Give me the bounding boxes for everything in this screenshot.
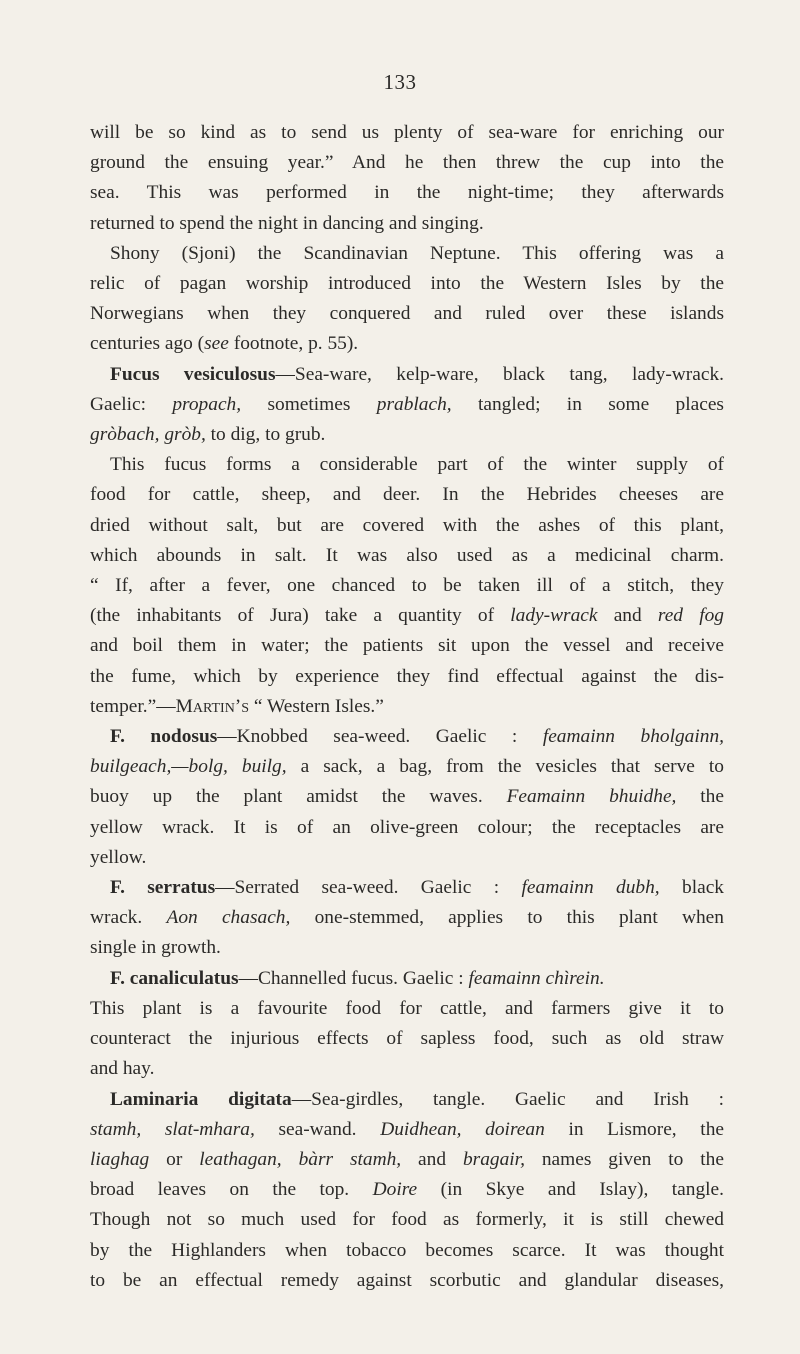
text-run: red fog xyxy=(657,605,724,627)
text-line: relic of pagan worship introduced into the Western Isles by the xyxy=(90,273,724,295)
text-line xyxy=(90,1115,724,1145)
text-line xyxy=(90,692,724,722)
text-line xyxy=(90,601,724,631)
text-run: footnote, p. 55). xyxy=(228,333,359,355)
text-line: ground the ensuing year.” And he then threw the cup into the xyxy=(90,152,724,174)
text-run: stamh, slat-mhara, xyxy=(90,1118,255,1140)
text-run: bragair, xyxy=(462,1148,525,1170)
text-line xyxy=(90,420,724,450)
text-run: —Channelled fucus. Gaelic : xyxy=(238,967,469,989)
text-line: will be so kind as to send us plenty of sea-ware for enriching our xyxy=(90,122,724,143)
species-name: F. canaliculatus xyxy=(110,967,239,989)
text-run: to dig, to grub. xyxy=(205,424,326,446)
text-run: and xyxy=(597,605,658,627)
text-run: sometimes xyxy=(241,393,377,415)
text-run: or xyxy=(149,1148,200,1170)
text-line: food for cattle, sheep, and deer. In the Hebrides cheeses are xyxy=(90,484,724,506)
text-run: “ Western Isles.” xyxy=(249,695,384,717)
text-line: and boil them in water; the patients sit upon the vessel and receive xyxy=(90,635,724,657)
text-run: —Knobbed sea-weed. Gaelic : xyxy=(217,726,543,748)
text-run: broad leaves on the top. xyxy=(90,1179,373,1201)
text-line: Though not so much used for food as formerly, it is still chewed xyxy=(90,1209,724,1231)
species-name: Laminaria digitata xyxy=(110,1088,292,1110)
text-line: This plant is a favourite food for cattle, and farmers give it to xyxy=(90,997,724,1019)
text-line: the fume, which by experience they find effectual against the dis- xyxy=(90,665,724,687)
text-line: dried without salt, but are covered with the ashes of this plant, xyxy=(90,514,724,536)
text-line xyxy=(90,390,724,420)
text-run: Doire xyxy=(372,1179,418,1201)
text-line: sea. This was performed in the night-time; they afterwards xyxy=(90,182,724,204)
text-run: the xyxy=(676,786,724,808)
text-line xyxy=(90,873,724,903)
text-run: names given to the xyxy=(524,1148,724,1170)
text-line: yellow. xyxy=(90,846,147,868)
text-line xyxy=(90,1145,724,1175)
text-run: temper.”— xyxy=(90,695,176,717)
text-line xyxy=(90,1175,724,1205)
text-line xyxy=(90,964,724,994)
text-line: Norwegians when they conquered and ruled over these islands xyxy=(90,303,724,325)
text-run: in Lismore, the xyxy=(544,1118,724,1140)
text-line xyxy=(90,752,724,782)
species-name: F. serratus xyxy=(110,877,216,899)
text-run: centuries ago ( xyxy=(90,333,205,355)
text-run: (the inhabitants of Jura) take a quantity of xyxy=(90,605,511,627)
text-run: (in Skye and Islay), tangle. xyxy=(417,1179,725,1201)
text-run: Gaelic: xyxy=(90,393,173,415)
text-line: yellow wrack. It is of an olive-green colour; the receptacles are xyxy=(90,816,724,838)
text-line xyxy=(90,360,724,390)
text-run: builgeach,—bolg, builg, xyxy=(90,756,287,778)
page-number: 133 xyxy=(383,70,417,94)
text-run: feamainn dubh, xyxy=(521,877,660,899)
text-line: “ If, after a fever, one chanced to be taken ill of a stitch, they xyxy=(90,575,724,597)
text-line: returned to spend the night in dancing and singing. xyxy=(90,212,484,234)
text-line xyxy=(90,782,724,812)
body-text xyxy=(90,118,724,1296)
text-run: prablach, xyxy=(376,393,452,415)
text-run: liaghag xyxy=(90,1148,150,1170)
text-run: Aon chasach, xyxy=(166,907,291,929)
species-name: Fucus vesiculosus xyxy=(110,363,276,385)
text-run: one-stemmed, applies to this plant when xyxy=(290,907,724,929)
text-line xyxy=(90,1085,724,1115)
text-line xyxy=(90,722,724,752)
text-run: sea-wand. xyxy=(254,1118,381,1140)
text-line xyxy=(90,903,724,933)
text-line: and hay. xyxy=(90,1058,155,1080)
species-name: F. nodosus xyxy=(110,726,218,748)
text-line: by the Highlanders when tobacco becomes scarce. It was thought xyxy=(90,1239,724,1261)
text-line xyxy=(90,329,724,359)
text-run: —Sea-ware, kelp-ware, black tang, lady-wrack. xyxy=(275,363,725,385)
text-run: wrack. xyxy=(90,907,167,929)
text-run: buoy up the plant amidst the waves. xyxy=(90,786,507,808)
text-run: see xyxy=(204,333,229,355)
text-line: single in growth. xyxy=(90,937,221,959)
text-run: —Serrated sea-weed. Gaelic : xyxy=(215,877,522,899)
text-line: Shony (Sjoni) the Scandinavian Neptune. This offering was a xyxy=(110,242,724,264)
text-run: feamainn bholgainn, xyxy=(542,726,724,748)
text-run: Martin’s xyxy=(175,695,250,717)
text-line: This fucus forms a considerable part of the winter supply of xyxy=(110,454,724,476)
text-run: and xyxy=(401,1148,463,1170)
text-run: Duidhean, doirean xyxy=(380,1118,545,1140)
text-line: counteract the injurious effects of sapless food, such as old straw xyxy=(90,1028,724,1050)
text-run: black xyxy=(659,877,725,899)
text-line: to be an effectual remedy against scorbutic and glandular diseases, xyxy=(90,1269,724,1291)
text-run: tangled; in some places xyxy=(451,393,724,415)
text-run: —Sea-girdles, tangle. Gaelic and Irish : xyxy=(291,1088,724,1110)
text-run: feamainn chìrein. xyxy=(468,967,605,989)
text-run: Feamainn bhuidhe, xyxy=(506,786,677,808)
text-run: propach, xyxy=(172,393,242,415)
text-run: a sack, a bag, from the vesicles that serve to xyxy=(286,756,724,778)
text-run: leathagan, bàrr stamh, xyxy=(199,1148,402,1170)
text-run: gròbach, gròb, xyxy=(90,424,206,446)
text-line: which abounds in salt. It was also used as a medicinal charm. xyxy=(90,544,724,566)
text-run: lady-wrack xyxy=(510,605,598,627)
